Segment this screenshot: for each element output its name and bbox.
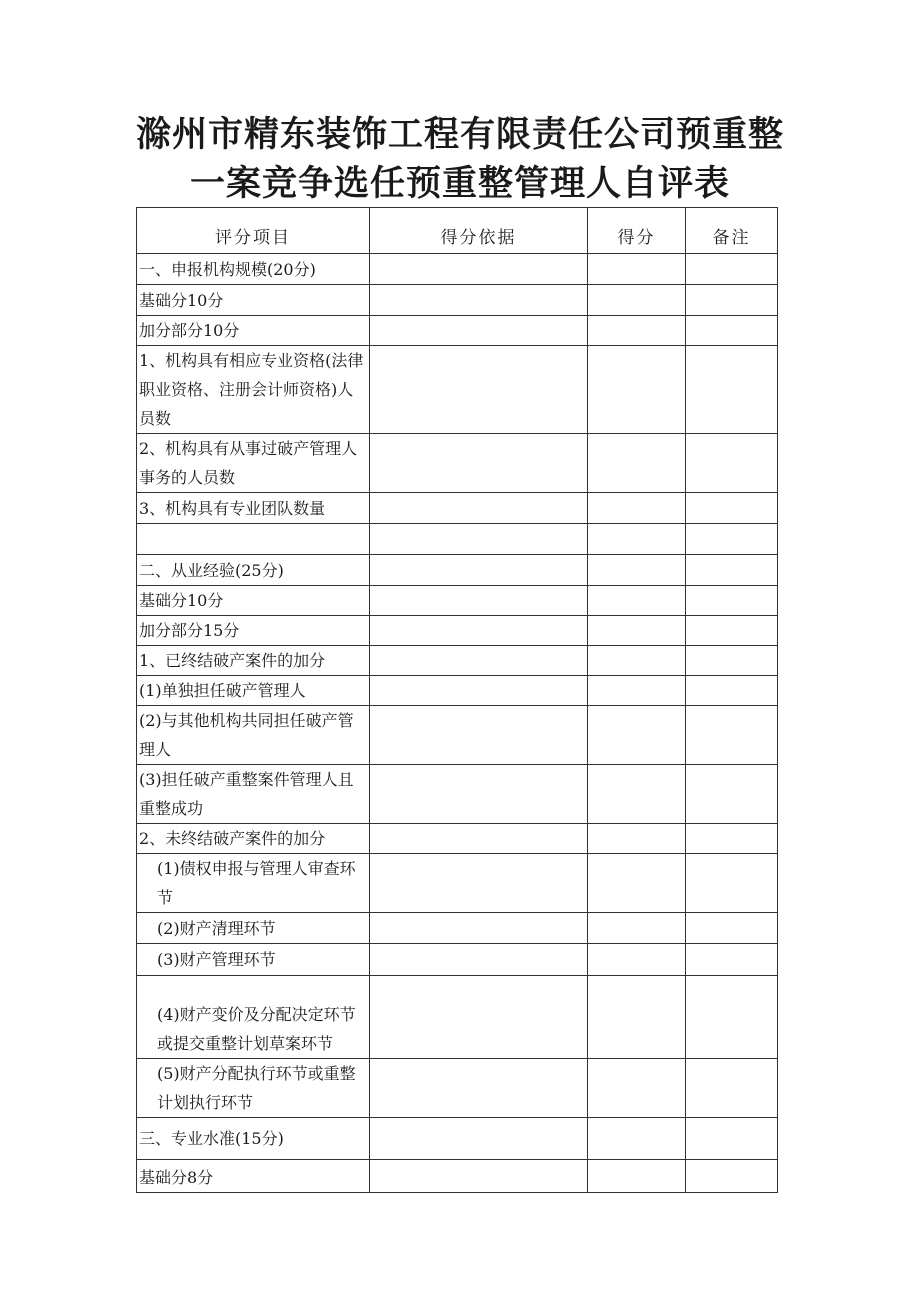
note-cell[interactable]: [686, 555, 778, 586]
note-cell[interactable]: [686, 944, 778, 976]
score-cell[interactable]: [588, 616, 686, 646]
note-cell[interactable]: [686, 1059, 778, 1118]
document-title-line-2: 一案竞争选任预重整管理人自评表: [189, 164, 730, 204]
table-row: [137, 586, 778, 616]
basis-cell[interactable]: [370, 493, 588, 524]
row-item-label: 加分部分15分: [137, 616, 370, 646]
row-item-label: 一、申报机构规模(20分): [137, 254, 370, 285]
row-item-label: (3)财产管理环节: [137, 944, 370, 976]
table-row: [137, 316, 778, 346]
note-cell[interactable]: [686, 765, 778, 824]
header-score: 得分: [588, 208, 686, 254]
note-cell[interactable]: [686, 854, 778, 913]
score-cell[interactable]: [588, 555, 686, 586]
note-cell[interactable]: [686, 616, 778, 646]
row-item-label: 2、未终结破产案件的加分: [137, 824, 370, 854]
basis-cell[interactable]: [370, 586, 588, 616]
basis-cell[interactable]: [370, 706, 588, 765]
note-cell[interactable]: [686, 346, 778, 434]
note-cell[interactable]: [686, 824, 778, 854]
score-cell[interactable]: [588, 493, 686, 524]
basis-cell[interactable]: [370, 854, 588, 913]
row-item-label: 3、机构具有专业团队数量: [137, 493, 370, 524]
row-item-label: 2、机构具有从事过破产管理人事务的人员数: [137, 434, 370, 493]
row-item-label: (2)与其他机构共同担任破产管理人: [137, 706, 370, 765]
score-cell[interactable]: [588, 346, 686, 434]
note-cell[interactable]: [686, 1160, 778, 1193]
self-evaluation-table: [136, 207, 778, 1193]
row-item-label: 基础分10分: [137, 586, 370, 616]
basis-cell[interactable]: [370, 616, 588, 646]
row-item-label: 基础分10分: [137, 285, 370, 316]
row-item-label: 1、已终结破产案件的加分: [137, 646, 370, 676]
score-cell[interactable]: [588, 586, 686, 616]
row-item-label: 1、机构具有相应专业资格(法律职业资格、注册会计师资格)人员数: [137, 346, 370, 434]
score-cell[interactable]: [588, 676, 686, 706]
table-row: [137, 765, 778, 824]
table-row: [137, 1059, 778, 1118]
basis-cell[interactable]: [370, 346, 588, 434]
row-item-label: (4)财产变价及分配决定环节或提交重整计划草案环节: [137, 976, 370, 1059]
table-row: [137, 434, 778, 493]
basis-cell[interactable]: [370, 316, 588, 346]
table-row: [137, 346, 778, 434]
header-note: 备注: [686, 208, 778, 254]
basis-cell[interactable]: [370, 285, 588, 316]
score-cell[interactable]: [588, 854, 686, 913]
score-cell[interactable]: [588, 706, 686, 765]
score-cell[interactable]: [588, 254, 686, 285]
score-cell[interactable]: [588, 1059, 686, 1118]
score-cell[interactable]: [588, 524, 686, 555]
header-basis: 得分依据: [370, 208, 588, 254]
row-item-label: 三、专业水准(15分): [137, 1118, 370, 1160]
header-item: 评分项目: [137, 208, 370, 254]
basis-cell[interactable]: [370, 1059, 588, 1118]
document-title-line-1: 滁州市精东装饰工程有限责任公司预重整: [135, 115, 784, 155]
row-item-label: (2)财产清理环节: [137, 913, 370, 944]
note-cell[interactable]: [686, 586, 778, 616]
basis-cell[interactable]: [370, 254, 588, 285]
basis-cell[interactable]: [370, 1118, 588, 1160]
row-item-label: 基础分8分: [137, 1160, 370, 1193]
score-cell[interactable]: [588, 824, 686, 854]
table-header-row: [137, 208, 778, 254]
row-item-label: 加分部分10分: [137, 316, 370, 346]
note-cell[interactable]: [686, 285, 778, 316]
basis-cell[interactable]: [370, 913, 588, 944]
table-row: [137, 285, 778, 316]
table-row: [137, 976, 778, 1059]
score-cell[interactable]: [588, 285, 686, 316]
basis-cell[interactable]: [370, 676, 588, 706]
table-row: [137, 676, 778, 706]
basis-cell[interactable]: [370, 434, 588, 493]
basis-cell[interactable]: [370, 524, 588, 555]
table-row: [137, 1160, 778, 1193]
table-row: [137, 493, 778, 524]
table-row: [137, 944, 778, 976]
note-cell[interactable]: [686, 316, 778, 346]
basis-cell[interactable]: [370, 944, 588, 976]
note-cell[interactable]: [686, 976, 778, 1059]
table-row: [137, 913, 778, 944]
note-cell[interactable]: [686, 646, 778, 676]
score-cell[interactable]: [588, 976, 686, 1059]
row-item-label: [137, 524, 370, 555]
table-row: [137, 706, 778, 765]
note-cell[interactable]: [686, 524, 778, 555]
note-cell[interactable]: [686, 706, 778, 765]
row-item-label: (5)财产分配执行环节或重整计划执行环节: [137, 1059, 370, 1118]
score-cell[interactable]: [588, 765, 686, 824]
basis-cell[interactable]: [370, 765, 588, 824]
note-cell[interactable]: [686, 1118, 778, 1160]
table-row: [137, 524, 778, 555]
basis-cell[interactable]: [370, 976, 588, 1059]
row-item-label: 二、从业经验(25分): [137, 555, 370, 586]
score-cell[interactable]: [588, 1160, 686, 1193]
table-row: [137, 616, 778, 646]
note-cell[interactable]: [686, 913, 778, 944]
basis-cell[interactable]: [370, 824, 588, 854]
basis-cell[interactable]: [370, 1160, 588, 1193]
row-item-label: (1)债权申报与管理人审查环节: [137, 854, 370, 913]
note-cell[interactable]: [686, 493, 778, 524]
table-row: [137, 646, 778, 676]
score-cell[interactable]: [588, 646, 686, 676]
note-cell[interactable]: [686, 254, 778, 285]
row-item-label: (1)单独担任破产管理人: [137, 676, 370, 706]
note-cell[interactable]: [686, 434, 778, 493]
table-row: [137, 824, 778, 854]
score-cell[interactable]: [588, 944, 686, 976]
table-row: [137, 854, 778, 913]
score-cell[interactable]: [588, 316, 686, 346]
score-cell[interactable]: [588, 913, 686, 944]
score-cell[interactable]: [588, 1118, 686, 1160]
table-row: [137, 1118, 778, 1160]
table-row: [137, 254, 778, 285]
note-cell[interactable]: [686, 676, 778, 706]
basis-cell[interactable]: [370, 555, 588, 586]
table-row: [137, 555, 778, 586]
score-cell[interactable]: [588, 434, 686, 493]
row-item-label: (3)担任破产重整案件管理人且重整成功: [137, 765, 370, 824]
basis-cell[interactable]: [370, 646, 588, 676]
